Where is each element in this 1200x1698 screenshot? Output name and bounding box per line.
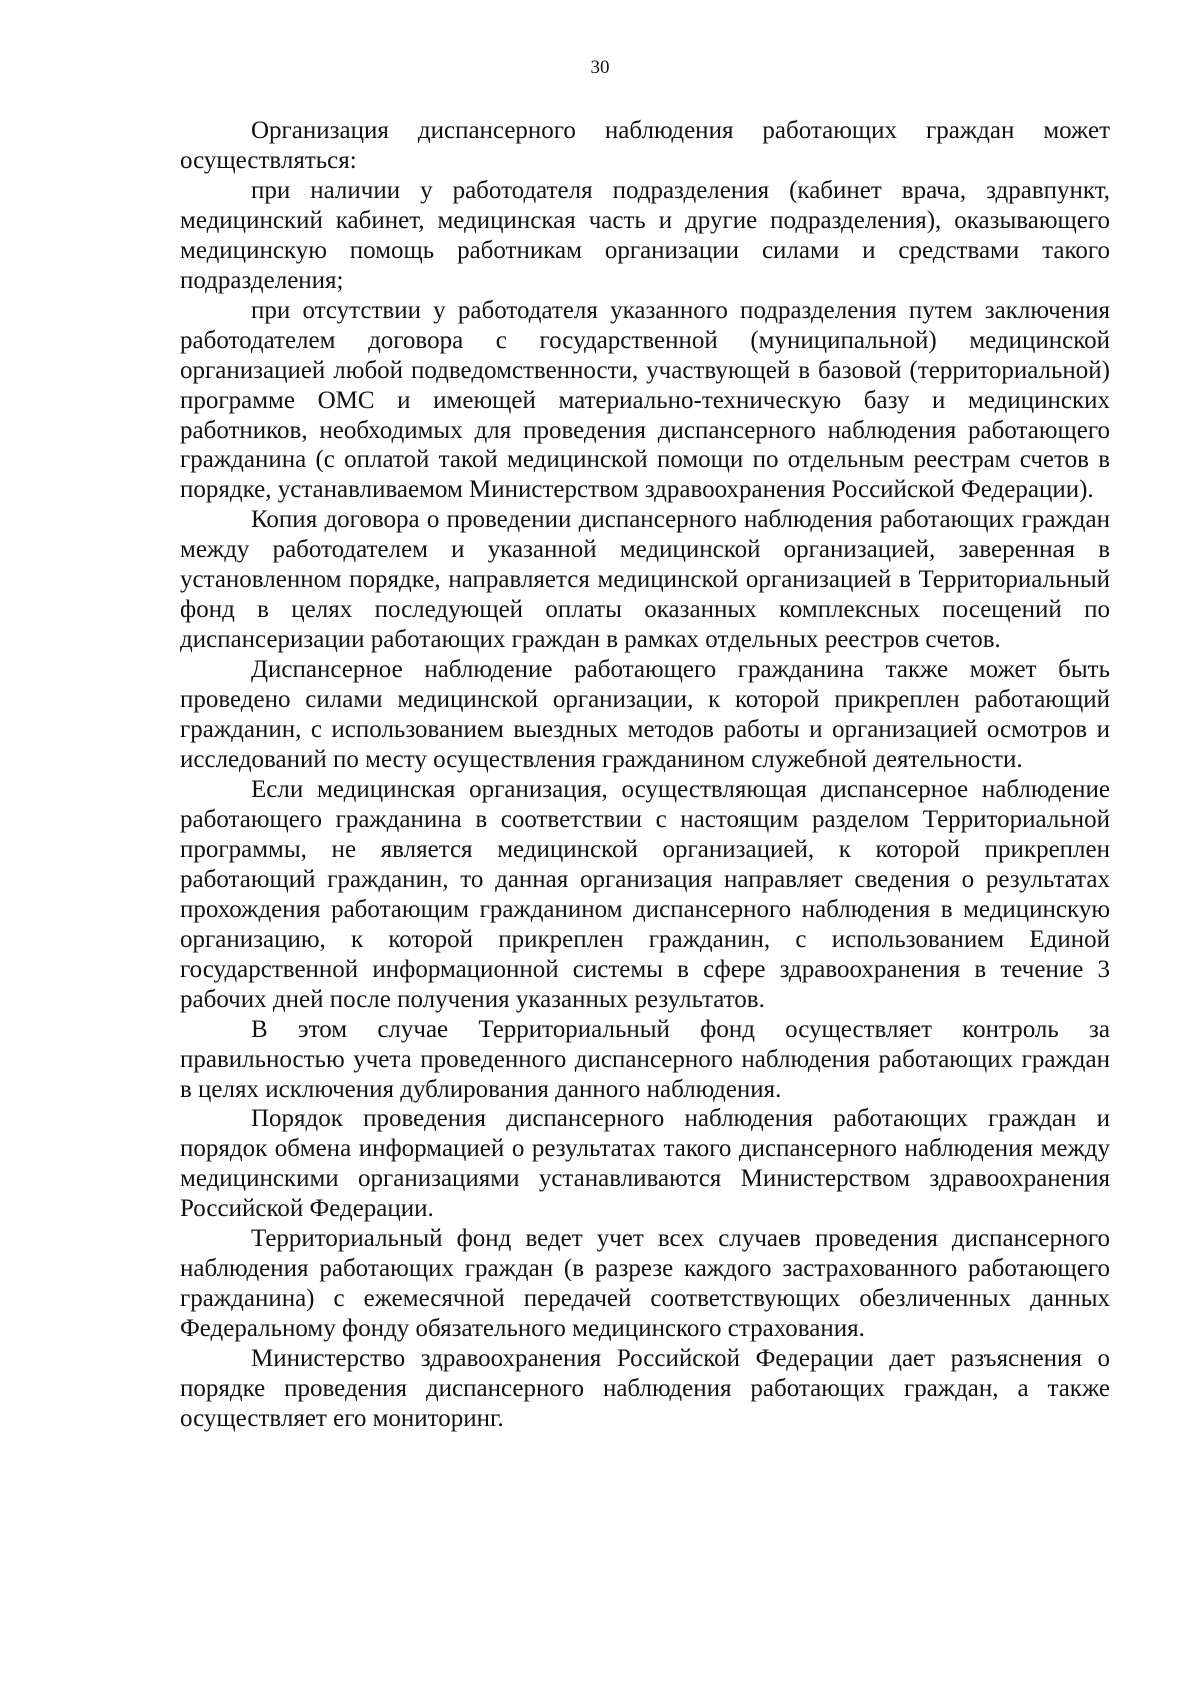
paragraph: Территориальный фонд ведет учет всех случаев проведения диспансерного наблюдения работающих граждан (в разрезе каждого застрахованного работающего гражданина) с ежемесячной передачей соответствующих обезличенных данных Федеральному фонду обязательного медицинского страхования. — [180, 1225, 1110, 1343]
paragraph: Диспансерное наблюдение работающего гражданина также может быть проведено силами медицинской организации, к которой прикреплен работающий гражданин, с использованием выездных методов работы и организацией осмотров и исследований по месту осуществления гражданином служебной деятельности. — [180, 656, 1110, 774]
paragraph: Министерство здравоохранения Российской Федерации дает разъяснения о порядке проведения диспансерного наблюдения работающих граждан, а также осуществляет его мониторинг. — [180, 1345, 1110, 1432]
document-body — [180, 116, 1110, 1434]
paragraph: Организация диспансерного наблюдения работающих граждан может осуществляться: — [180, 117, 1110, 174]
paragraph: при отсутствии у работодателя указанного подразделения путем заключения работодателем договора с государственной (муниципальной) медицинской организацией любой подведомственности, участвующей в базовой (территориальной) программе ОМС и имеющей материально-техническую базу и медицинских работников, необходимых для проведения диспансерного наблюдения работающего гражданина (с оплатой такой медицинской помощи по отдельным реестрам счетов в порядке, устанавливаемом Министерством здравоохранения Российской Федерации). — [180, 296, 1110, 504]
paragraph: Копия договора о проведении диспансерного наблюдения работающих граждан между работодателем и указанной медицинской организацией, заверенная в установленном порядке, направляется медицинской организацией в Территориальный фонд в целях последующей оплаты оказанных комплексных посещений по диспансеризации работающих граждан в рамках отдельных реестров счетов. — [180, 506, 1110, 654]
paragraph: Если медицинская организация, осуществляющая диспансерное наблюдение работающего гражданина в соответствии с настоящим разделом Территориальной программы, не является медицинской организацией, к которой прикреплен работающий гражданин, то данная организация направляет сведения о результатах прохождения работающим гражданином диспансерного наблюдения в медицинскую организацию, к которой прикреплен гражданин, с использованием Единой государственной информационной системы в сфере здравоохранения в течение 3 рабочих дней после получения указанных результатов. — [180, 775, 1110, 1013]
paragraph: В этом случае Территориальный фонд осуществляет контроль за правильностью учета проведенного диспансерного наблюдения работающих граждан в целях исключения дублирования данного наблюдения. — [180, 1015, 1110, 1103]
page-number: 30 — [590, 57, 610, 78]
paragraph: Порядок проведения диспансерного наблюдения работающих граждан и порядок обмена информацией о результатах такого диспансерного наблюдения между медицинскими организациями устанавливаются Министерством здравоохранения Российской Федерации. — [180, 1105, 1110, 1223]
paragraph: при наличии у работодателя подразделения (кабинет врача, здравпункт, медицинский кабинет, медицинская часть и другие подразделения), оказывающего медицинскую помощь работникам организации силами и средствами такого подразделения; — [180, 176, 1110, 294]
